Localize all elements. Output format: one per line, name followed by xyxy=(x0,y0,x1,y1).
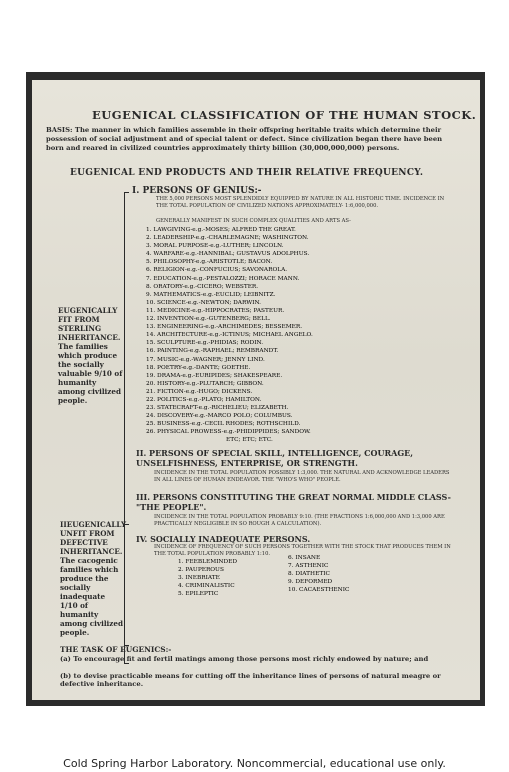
subtitle: EUGENICAL END PRODUCTS AND THEIR RELATIVE FREQUENCY. xyxy=(70,168,424,178)
sec1-note: GENERALLY MANIFEST IN SUCH COMPLEX QUALITIES AND ARTS AS- xyxy=(156,218,351,224)
list-item: 10. CACAESTHENIC xyxy=(288,587,350,594)
list-item: 24. DISCOVERY-e.g.-MARCO POLO; COLUMBUS. xyxy=(146,413,293,420)
list-item: 3. INEBRIATE xyxy=(178,575,220,582)
list-item: 2. PAUPEROUS xyxy=(178,567,224,574)
sec4-heading: IV. SOCIALLY INADEQUATE PERSONS. xyxy=(136,534,311,544)
left-lower-label: IIEUGENICALLY UNFIT FROM DEFECTIVE INHERITANCE. The cacogenic families which produce the socially inadequate 1/10 of humanity among civilized people. xyxy=(60,520,127,637)
list-item: 9. DEFORMED xyxy=(288,579,333,586)
archive-caption: Cold Spring Harbor Laboratory. Noncommercial, educational use only. xyxy=(63,757,446,770)
list-item: 5. EPILEPTIC xyxy=(178,591,219,598)
list-item: 26. PHYSICAL PROWESS-e.g.-PHIDIPPIDES; SANDOW. xyxy=(146,429,311,436)
task-b: (b) to devise practicable means for cutting off the inheritance lines of persons of natural meagre or defective inheritance. xyxy=(60,672,441,688)
list-item: 8. DIATHETIC xyxy=(288,571,330,578)
list-item: 20. HISTORY-e.g.-PLUTARCH; GIBBON. xyxy=(146,380,264,387)
list-item: 9. MATHEMATICS-e.g.-EUCLID; LEIBNITZ. xyxy=(146,291,276,298)
list-item: 18. POETRY-e.g.-DANTE; GOETHE. xyxy=(146,364,251,371)
list-item: 16. PAINTING-e.g.-RAPHAEL; REMBRANDT. xyxy=(146,348,279,355)
list-item: 23. STATECRAFT-e.g.-RICHELIEU; ELIZABETH. xyxy=(146,405,289,412)
list-item: 19. DRAMA-e.g.-EURIPIDES; SHAKESPEARE. xyxy=(146,372,283,379)
list-item: 4. CRIMINALISTIC xyxy=(178,583,235,590)
list-item: 15. SCULPTURE-e.g.-PHIDIAS; RODIN. xyxy=(146,340,264,347)
list-item: 1. LAWGIVING-e.g.-MOSES; ALFRED THE GREAT. xyxy=(146,227,296,233)
list-item: 2. LEADERSHIP-e.g.-CHARLEMAGNE; WASHINGTON. xyxy=(146,235,309,242)
list-item: 14. ARCHITECTURE-e.g.-ICTINUS; MICHAEL ANGELO. xyxy=(146,332,313,339)
list-item: 4. WARFARE-e.g.-HANNIBAL; GUSTAVUS ADOLPHUS. xyxy=(146,251,310,258)
chart-sheet xyxy=(32,80,480,700)
list-item: 17. MUSIC-e.g.-WAGNER; JENNY LIND. xyxy=(146,356,265,363)
list-item: 6. RELIGION-e.g.-CONFUCIUS; SAVONAROLA. xyxy=(146,267,288,274)
left-upper-label: EUGENICALLY FIT FROM STERLING INHERITANCE. The families which produce the socially valuable 9/10 of humanity among civilized people. xyxy=(58,306,123,405)
list-item: 7. EDUCATION-e.g.-PESTALOZZI; HORACE MANN. xyxy=(146,275,300,282)
inadequate-list-left xyxy=(178,558,237,598)
list-item: 5. PHILOSOPHY-e.g.-ARISTOTLE; BACON. xyxy=(146,259,273,266)
sec2-body: INCIDENCE IN THE TOTAL POPULATION POSSIBLY 1:3,000. THE NATURAL AND ACKNOWLEDGE LEADERS IN ALL LINES OF HUMAN ENDEAVOR. THE "WHO'S WHO" PEOPLE. xyxy=(154,470,450,483)
sec1-intro: THE 5,000 PERSONS MOST SPLENDIDLY EQUIPPED BY NATURE IN ALL HISTORIC TIME. INCIDENCE IN THE TOTAL POPULATION OF CIVILIZED NATIONS APPROXIMATELY- 1:6,000,000. xyxy=(156,196,445,209)
list-item: 12. INVENTION-e.g.-GUTENBERG; BELL. xyxy=(146,316,271,323)
list-item: 21. FICTION-e.g.-HUGO; DICKENS. xyxy=(146,388,253,395)
list-item: ETC; ETC; ETC. xyxy=(226,437,273,444)
list-item: 1. FEEBLEMINDED xyxy=(178,559,238,565)
list-item: 13. ENGINEERING-e.g.-ARCHIMEDES; BESSEMER. xyxy=(146,324,303,331)
sec4-body: INCIDENCE OF FREQUENCY OF SUCH PERSONS TOGETHER WITH THE STOCK THAT PRODUCES THEM IN THE TOTAL POPULATION PROBABLY 1:10. xyxy=(154,544,451,557)
list-item: 3. MORAL PURPOSE-e.g.-LUTHER; LINCOLN. xyxy=(146,243,284,250)
list-item: 6. INSANE xyxy=(288,555,321,561)
sec3-heading: III. PERSONS CONSTITUTING THE GREAT NORMAL MIDDLE CLASS- "THE PEOPLE". xyxy=(136,492,451,512)
sec2-heading: II. PERSONS OF SPECIAL SKILL, INTELLIGENCE, COURAGE, UNSELFISHNESS, ENTERPRISE, OR STRENGTH. xyxy=(136,448,414,468)
lower-brace xyxy=(124,524,129,646)
sec1-heading: I. PERSONS OF GENIUS:- xyxy=(132,186,262,196)
list-item: 10. SCIENCE-e.g.-NEWTON; DARWIN. xyxy=(146,299,261,306)
basis-text: BASIS: The manner in which families assemble in their offspring heritable traits which determine their possession of social adjustment and of special talent or defect. Since civilization began there have been born and reared in civilized countries approximately thirty billion (30,000,000,000) persons. xyxy=(46,126,443,152)
genius-list xyxy=(146,226,313,445)
list-item: 22. POLITICS-e.g.-PLATO; HAMILTON. xyxy=(146,396,262,403)
task-heading: THE TASK OF EUGENICS:- xyxy=(60,645,172,654)
list-item: 8. ORATORY-e.g.-CICERO; WEBSTER. xyxy=(146,283,259,290)
list-item: 11. MEDICINE-e.g.-HIPPOCRATES; PASTEUR. xyxy=(146,307,285,314)
chart-title: EUGENICAL CLASSIFICATION OF THE HUMAN STOCK. xyxy=(92,108,477,122)
sec3-body: INCIDENCE IN THE TOTAL POPULATION PROBABLY 9:10. (THE FRACTIONS 1:6,000,000 AND 1:3,000 ARE PRACTICALLY NEGLIGIBLE IN SO ROUGH A CALCULATION). xyxy=(154,514,445,527)
list-item: 7. ASTHENIC xyxy=(288,563,329,570)
list-item: 25. BUSINESS-e.g.-CECIL RHODES; ROTHSCHILD. xyxy=(146,421,301,428)
inadequate-list-right xyxy=(288,554,349,594)
task-a: (a) To encourage fit and fertil matings among those persons most richly endowed by nature; and xyxy=(60,655,429,663)
